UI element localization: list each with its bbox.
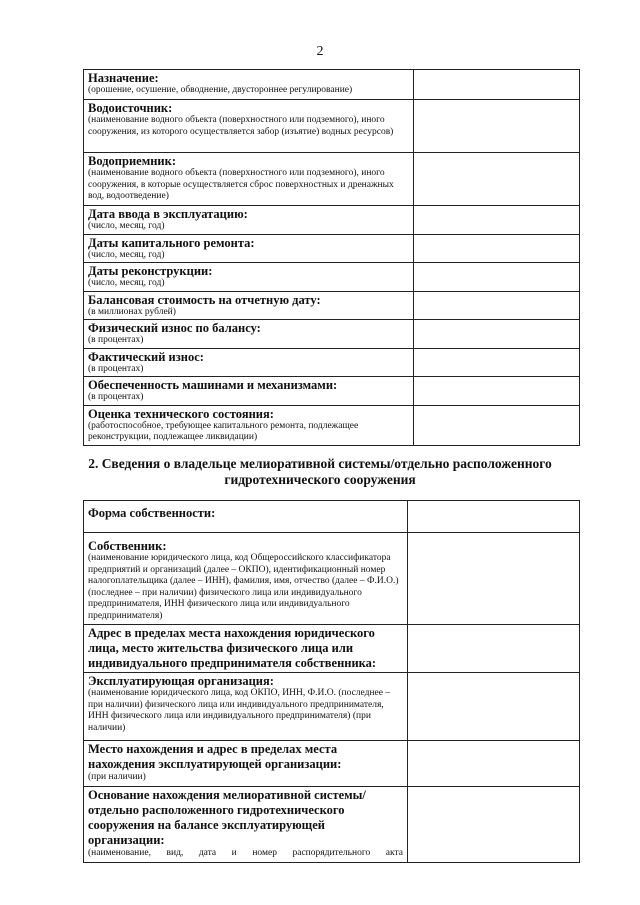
value-cell-book-value[interactable] (414, 291, 580, 320)
field-title: Оценка технического состояния: (88, 406, 274, 421)
field-hint: (наименование юридического лица, код ОКПО, ИНН, Ф.И.О. (последнее – при наличии) физического лица или индивидуального предпринимателя, ИНН физического лица или индивидуального предпринимателя) (при наличии) (88, 688, 391, 733)
object-info-table (83, 69, 580, 446)
field-title: Адрес в пределах места нахождения юридического лица, место жительства физического лица или индивидуального предпринимателя собственника: (88, 626, 377, 670)
field-hint: (в процентах) (88, 335, 144, 345)
field-title: Собственник: (88, 539, 167, 553)
table-row (84, 787, 580, 863)
field-title: Эксплуатирующая организация: (88, 674, 274, 688)
value-cell-technical-condition[interactable] (414, 405, 580, 445)
field-hint: (орошение, осушение, обводнение, двустороннее регулирование) (88, 85, 353, 95)
row-label-book-value (84, 291, 414, 320)
section-2-heading-line1: 2. Сведения о владельце мелиоративной системы/отдельно расположенного (88, 456, 552, 471)
field-title: Водоисточник: (88, 101, 173, 115)
section-2-heading (0, 456, 640, 488)
table-row (84, 320, 580, 349)
value-cell-ownership-form[interactable] (408, 501, 580, 533)
table-row (84, 673, 580, 741)
field-title: Даты реконструкции: (88, 264, 213, 278)
page-number: 2 (316, 44, 324, 59)
row-label-overhaul-dates (84, 234, 414, 263)
row-label-technical-condition (84, 405, 414, 445)
field-hint: (в процентах) (88, 363, 144, 374)
value-cell-water-receiver[interactable] (414, 153, 580, 206)
field-hint: (наименование юридического лица, код Общероссийского классификатора предприятий и организаций (далее – ОКПО), идентификационный номер налогоплательщика (далее – ИНН), фамилия, имя, отчество (далее – Ф.И.О.) (последнее – при наличии) физического лица или индивидуального предпринимателя, ИНН физического лица или индивидуального предпринимателя) (88, 553, 399, 621)
section-2-heading-line2: гидротехнического сооружения (224, 472, 416, 487)
value-cell-physical-wear-balance[interactable] (414, 320, 580, 349)
field-hint: (число, месяц, год) (88, 278, 165, 288)
field-hint: (число, месяц, год) (88, 221, 165, 231)
field-title: Балансовая стоимость на отчетную дату: (88, 292, 321, 307)
table-row (84, 741, 580, 787)
value-cell-purpose[interactable] (414, 70, 580, 100)
value-cell-overhaul-dates[interactable] (414, 234, 580, 263)
field-hint: (наименование водного объекта (поверхностного или подземного), иного сооружения, из которого осуществляется забор (изъятие) водных ресурсов) (88, 115, 394, 137)
value-cell-balance-basis[interactable] (408, 787, 580, 863)
row-label-water-source (84, 100, 414, 153)
row-label-operating-org (84, 673, 408, 741)
field-title: Водоприемник: (88, 154, 176, 168)
value-cell-commissioning-date[interactable] (414, 206, 580, 235)
field-title: Обеспеченность машинами и механизмами: (88, 378, 338, 392)
table-row (84, 625, 580, 673)
field-title: Физический износ по балансу: (88, 321, 261, 335)
field-title: Основание нахождения мелиоративной системы/отдельно расположенного гидротехнического сооружения на балансе эксплуатирующей организации: (88, 788, 366, 847)
field-title: Даты капитального ремонта: (88, 235, 255, 250)
value-cell-operating-org-address[interactable] (408, 741, 580, 787)
table-row (84, 377, 580, 406)
table-row (84, 206, 580, 235)
value-cell-actual-wear[interactable] (414, 348, 580, 377)
field-title: Форма собственности: (88, 506, 216, 520)
row-label-ownership-form (84, 501, 408, 533)
owner-info-table (83, 500, 580, 863)
value-cell-reconstruction-dates[interactable] (414, 263, 580, 292)
field-title: Дата ввода в эксплуатацию: (88, 207, 248, 221)
field-title: Место нахождения и адрес в пределах места нахождения эксплуатирующей организации: (88, 742, 342, 771)
row-label-reconstruction-dates (84, 263, 414, 292)
value-cell-operating-org[interactable] (408, 673, 580, 741)
table-row (84, 291, 580, 320)
value-cell-owner-address[interactable] (408, 625, 580, 673)
table-row (84, 153, 580, 206)
value-cell-machinery-provision[interactable] (414, 377, 580, 406)
field-hint: (в миллионах рублей) (88, 306, 176, 317)
table-row (84, 405, 580, 445)
table-row (84, 234, 580, 263)
table-row (84, 501, 580, 533)
row-label-water-receiver (84, 153, 414, 206)
field-hint: (в процентах) (88, 392, 144, 402)
value-cell-owner[interactable] (408, 533, 580, 625)
row-label-balance-basis (84, 787, 408, 863)
field-title: Фактический износ: (88, 349, 204, 364)
table-row (84, 263, 580, 292)
table-row (84, 70, 580, 100)
row-label-machinery-provision (84, 377, 414, 406)
field-hint: (работоспособное, требующее капитального ремонта, подлежащее реконструкции, подлежащее ликвидации) (88, 420, 359, 442)
field-hint: (при наличии) (88, 772, 146, 782)
row-label-operating-org-address (84, 741, 408, 787)
field-hint: (число, месяц, год) (88, 249, 165, 260)
row-label-physical-wear-balance (84, 320, 414, 349)
row-label-actual-wear (84, 348, 414, 377)
table-row (84, 533, 580, 625)
row-label-owner (84, 533, 408, 625)
table-row (84, 100, 580, 153)
table-row (84, 348, 580, 377)
field-hint: (наименование водного объекта (поверхностного или подземного), иного сооружения, в которые осуществляется сброс поверхностных и дренажных вод, водоотведение) (88, 168, 394, 201)
row-label-commissioning-date (84, 206, 414, 235)
row-label-purpose (84, 70, 414, 100)
field-hint: (наименование, вид, дата и номер распорядительного акта (88, 848, 403, 858)
value-cell-water-source[interactable] (414, 100, 580, 153)
field-title: Назначение: (88, 71, 159, 85)
row-label-owner-address (84, 625, 408, 673)
